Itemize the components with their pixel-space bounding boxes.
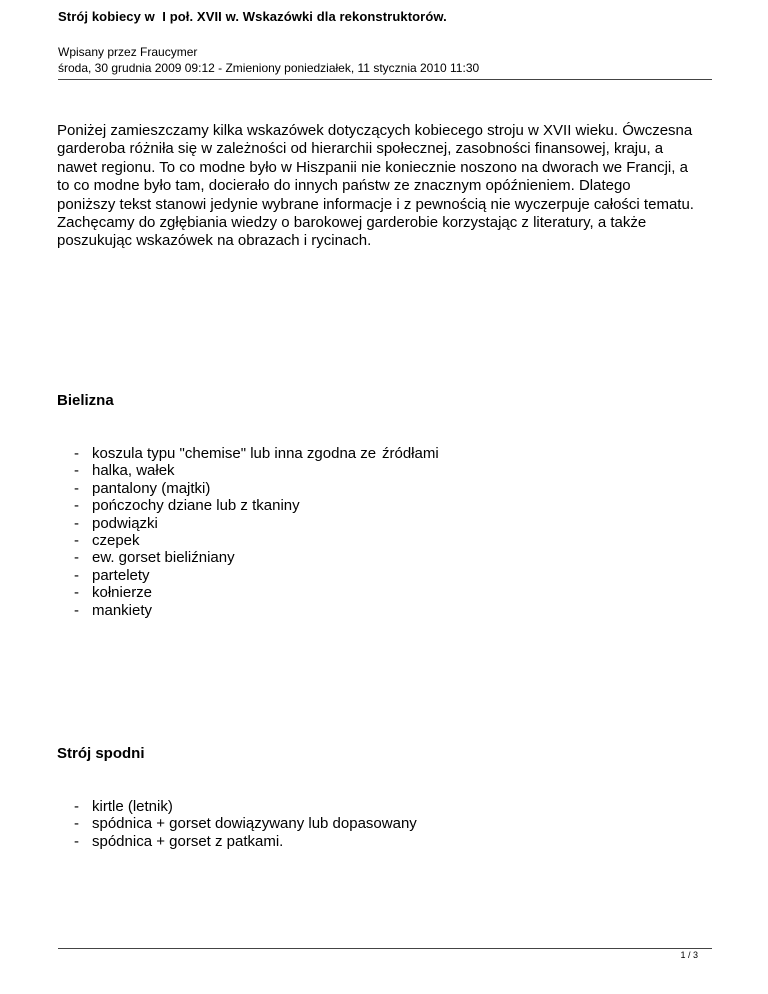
list-dash: - xyxy=(74,549,79,567)
page-title: Strój kobiecy w I poł. XVII w. Wskazówki dla rekonstruktorów. xyxy=(58,9,447,24)
list-item-text: spódnica + gorset dowiązywany lub dopasowany xyxy=(92,815,417,833)
list-item xyxy=(74,584,376,601)
list-item xyxy=(74,480,376,497)
intro-line: Zachęcamy do zgłębiania wiedzy o barokowej garderobie korzystając z literatury, a także xyxy=(57,214,647,232)
intro-line: poniższy tekst stanowi jedynie wybrane informacje i z pewnością nie wyczerpuje całości tematu. xyxy=(57,195,694,213)
list-dash: - xyxy=(74,514,79,532)
list-item xyxy=(74,602,376,619)
list-dash: - xyxy=(74,566,79,584)
list-item xyxy=(74,445,439,462)
list-item-text: pantalony (majtki) xyxy=(92,479,211,497)
list-dash: - xyxy=(74,601,79,619)
intro-line: garderoba różniła się w zależności od hierarchii społecznej, zasobności finansowej, kraju, a xyxy=(57,140,664,158)
list-item-text: pończochy dziane lub z tkaniny xyxy=(92,497,300,515)
article-dates: środa, 30 grudnia 2009 09:12 - Zmieniony poniedziałek, 11 stycznia 2010 11:30 xyxy=(58,61,480,75)
intro-paragraph xyxy=(57,122,737,251)
list-item-continuation: źródłami xyxy=(382,445,439,462)
list-dash: - xyxy=(74,584,79,602)
list-item xyxy=(74,833,417,850)
list-item xyxy=(74,549,376,566)
header-divider xyxy=(58,79,712,80)
section-heading-stroj-spodni: Strój spodni xyxy=(57,745,145,762)
list-dash: - xyxy=(74,832,79,850)
list-dash: - xyxy=(74,462,79,480)
list-item-text: spódnica + gorset z patkami. xyxy=(92,832,284,850)
list-dash: - xyxy=(74,479,79,497)
article-author: Wpisany przez Fraucymer xyxy=(58,45,198,59)
list-item-text: czepek xyxy=(92,532,140,550)
intro-line: poszukując wskazówek na obrazach i rycinach. xyxy=(57,232,372,250)
section-heading-bielizna: Bielizna xyxy=(57,392,114,409)
list-item xyxy=(74,515,376,532)
footer-divider xyxy=(58,948,712,949)
list-item xyxy=(74,567,376,584)
list-dash: - xyxy=(74,815,79,833)
stroj-spodni-list xyxy=(74,798,417,850)
list-item-text: ew. gorset bieliźniany xyxy=(92,549,235,567)
list-item-text: partelety xyxy=(92,566,150,584)
list-item xyxy=(74,532,376,549)
intro-line: to co modne było tam, docierało do innych państw ze znacznym opóźnieniem. Dlatego xyxy=(57,177,631,195)
list-dash: - xyxy=(74,445,79,462)
list-item xyxy=(74,798,417,815)
list-item-text: halka, wałek xyxy=(92,462,175,480)
list-item-text: podwiązki xyxy=(92,514,158,532)
list-item xyxy=(74,462,376,479)
list-item xyxy=(74,815,417,832)
intro-line: nawet regionu. To co modne było w Hiszpanii nie koniecznie noszono na dworach we Francji, a xyxy=(57,158,688,176)
intro-line: Poniżej zamieszczamy kilka wskazówek dotyczących kobiecego stroju w XVII wieku. Ówczesna xyxy=(57,122,693,139)
list-item-text: kołnierze xyxy=(92,584,153,602)
list-dash: - xyxy=(74,532,79,550)
list-dash: - xyxy=(74,497,79,515)
list-item-text: koszula typu "chemise" lub inna zgodna ze xyxy=(92,445,377,462)
list-item-text: mankiety xyxy=(92,601,153,619)
bielizna-list xyxy=(74,445,439,619)
list-item xyxy=(74,497,376,514)
list-dash: - xyxy=(74,798,79,815)
page-number: 1 / 3 xyxy=(680,950,698,960)
list-item-text: kirtle (letnik) xyxy=(92,798,173,815)
